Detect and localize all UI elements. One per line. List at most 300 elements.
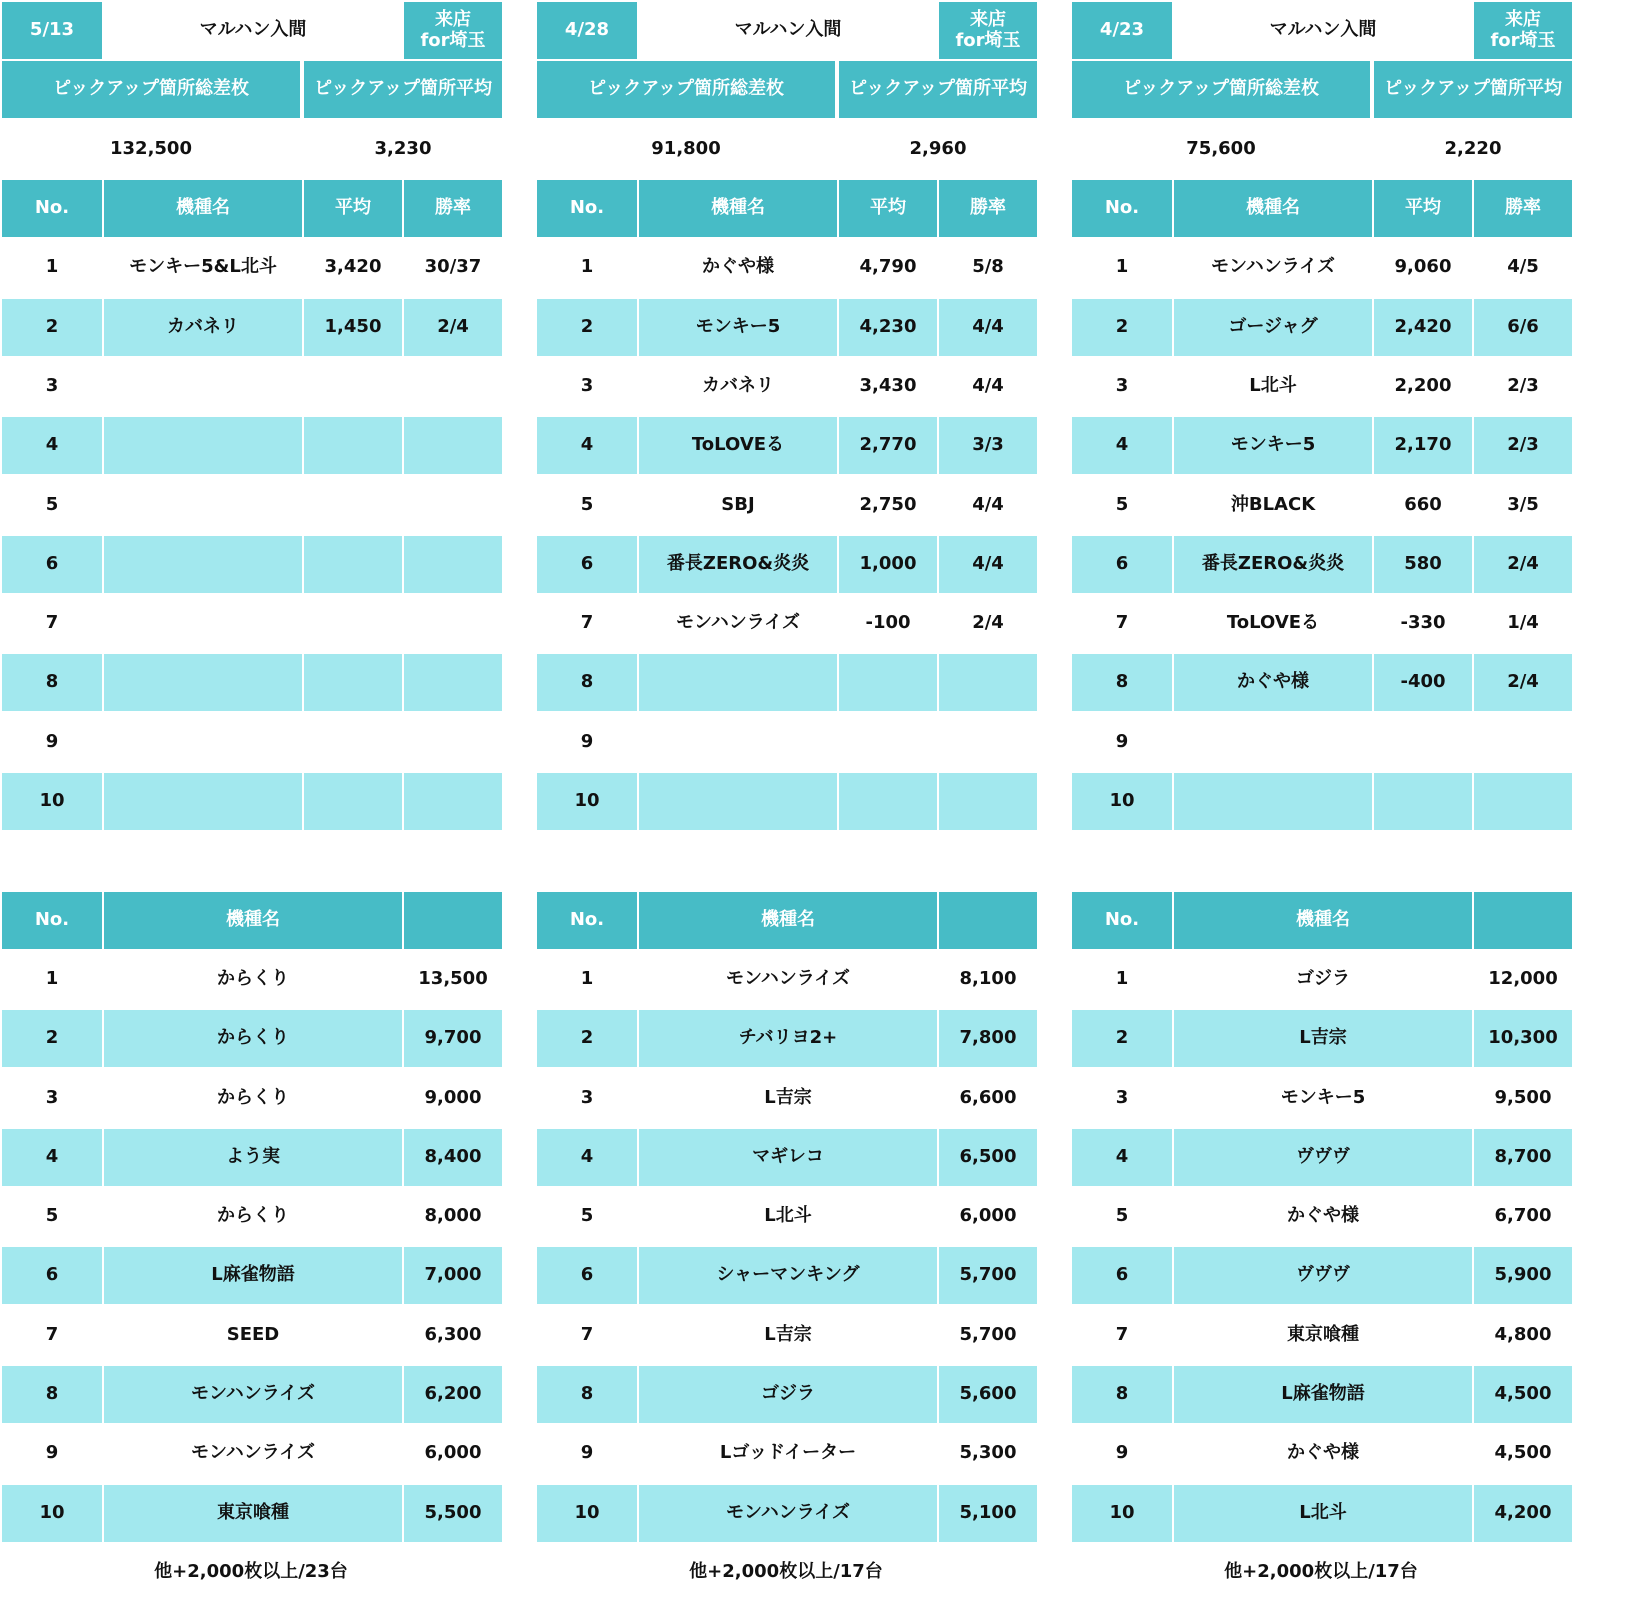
separator-cell — [1037, 358, 1070, 415]
pickup-row-no: 8 — [2, 654, 102, 711]
ranking-row-model: SEED — [104, 1307, 402, 1364]
ranking-row-value: 7,800 — [939, 1010, 1037, 1067]
store-name: マルハン入間 — [1174, 2, 1472, 59]
ranking-no-header: No. — [2, 892, 102, 949]
col-model-header: 機種名 — [104, 180, 302, 237]
pickup-row-avg — [839, 773, 937, 830]
pickup-total-value: 75,600 — [1072, 121, 1370, 178]
pickup-row-winrate — [404, 476, 502, 533]
pickup-row-model: カバネリ — [104, 299, 302, 356]
pickup-row-winrate: 2/4 — [404, 299, 502, 356]
pickup-row-no: 6 — [1072, 536, 1172, 593]
ranking-row-model: モンハンライズ — [104, 1425, 402, 1482]
separator-cell — [1037, 61, 1070, 118]
pickup-row-model: モンキー5&L北斗 — [104, 239, 302, 296]
separator-cell — [1037, 239, 1070, 296]
pickup-row-winrate — [939, 654, 1037, 711]
pickup-row-model: モンハンライズ — [1174, 239, 1372, 296]
pickup-row-no: 8 — [537, 654, 637, 711]
separator-cell — [502, 299, 535, 356]
pickup-row-model — [104, 595, 302, 652]
separator-cell — [502, 417, 535, 474]
ranking-row-no: 6 — [1072, 1247, 1172, 1304]
col-winrate-header: 勝率 — [404, 180, 502, 237]
separator-cell — [1037, 299, 1070, 356]
ranking-row-value: 8,000 — [404, 1188, 502, 1245]
separator-cell — [502, 180, 535, 237]
ranking-row-no: 4 — [537, 1129, 637, 1186]
ranking-row-model: モンハンライズ — [639, 951, 937, 1008]
pickup-row-model: モンキー5 — [1174, 417, 1372, 474]
pickup-row-avg — [304, 358, 402, 415]
pickup-total-value: 91,800 — [537, 121, 835, 178]
separator-cell — [1037, 1247, 1070, 1304]
ranking-row-model: からくり — [104, 1188, 402, 1245]
pickup-row-avg: 2,770 — [839, 417, 937, 474]
pickup-row-winrate — [404, 417, 502, 474]
pickup-row-model: ToLOVEる — [639, 417, 837, 474]
pickup-row-avg: -400 — [1374, 654, 1472, 711]
pickup-row-model: モンハンライズ — [639, 595, 837, 652]
pickup-row-no: 4 — [2, 417, 102, 474]
separator-cell — [1037, 654, 1070, 711]
ranking-row-value: 12,000 — [1474, 951, 1572, 1008]
pickup-row-winrate: 30/37 — [404, 239, 502, 296]
separator-cell — [502, 2, 535, 59]
ranking-row-model: L麻雀物語 — [1174, 1366, 1472, 1423]
separator-cell — [502, 951, 535, 1008]
separator-cell — [502, 892, 535, 949]
pickup-row-no: 2 — [1072, 299, 1172, 356]
pickup-row-avg — [1374, 773, 1472, 830]
pickup-row-avg: 9,060 — [1374, 239, 1472, 296]
pickup-total-label: ピックアップ箇所総差枚 — [1072, 61, 1370, 118]
pickup-row-avg — [839, 654, 937, 711]
pickup-row-winrate: 2/4 — [939, 595, 1037, 652]
pickup-row-avg: 4,790 — [839, 239, 937, 296]
pickup-row-winrate: 4/4 — [939, 299, 1037, 356]
ranking-row-model: かぐや様 — [1174, 1188, 1472, 1245]
separator-cell — [1037, 1010, 1070, 1067]
separator-cell — [502, 1307, 535, 1364]
separator-cell — [502, 1188, 535, 1245]
pickup-row-model — [639, 773, 837, 830]
pickup-row-winrate: 3/5 — [1474, 476, 1572, 533]
ranking-row-value: 5,700 — [939, 1247, 1037, 1304]
ranking-row-model: L吉宗 — [639, 1307, 937, 1364]
pickup-total-value: 132,500 — [2, 121, 300, 178]
col-model-header: 機種名 — [1174, 180, 1372, 237]
separator-cell — [1037, 536, 1070, 593]
ranking-row-no: 2 — [2, 1010, 102, 1067]
ranking-footer: 他+2,000枚以上/17台 — [537, 1544, 1035, 1601]
col-avg-header: 平均 — [1374, 180, 1472, 237]
separator-cell — [502, 595, 535, 652]
pickup-row-avg — [304, 595, 402, 652]
pickup-row-no: 1 — [2, 239, 102, 296]
ranking-row-value: 8,100 — [939, 951, 1037, 1008]
separator-cell — [502, 654, 535, 711]
pickup-row-winrate — [404, 595, 502, 652]
pickup-row-no: 7 — [1072, 595, 1172, 652]
pickup-row-winrate: 4/4 — [939, 536, 1037, 593]
pickup-row-winrate: 4/4 — [939, 358, 1037, 415]
pickup-row-model: 沖BLACK — [1174, 476, 1372, 533]
ranking-footer: 他+2,000枚以上/23台 — [2, 1544, 500, 1601]
separator-cell — [1037, 1544, 1070, 1601]
pickup-row-no: 9 — [1072, 714, 1172, 771]
ranking-row-model: Lゴッドイーター — [639, 1425, 937, 1482]
ranking-row-model: L北斗 — [639, 1188, 937, 1245]
separator-cell — [502, 1129, 535, 1186]
pickup-row-winrate — [1474, 773, 1572, 830]
spacer-cell — [404, 832, 502, 889]
separator-cell — [1037, 892, 1070, 949]
pickup-row-no: 8 — [1072, 654, 1172, 711]
spacer-cell — [1474, 832, 1572, 889]
pickup-average-value: 2,220 — [1374, 121, 1572, 178]
store-name: マルハン入間 — [104, 2, 402, 59]
separator-cell — [1037, 832, 1070, 889]
ranking-row-value: 6,700 — [1474, 1188, 1572, 1245]
separator-cell — [1037, 1188, 1070, 1245]
pickup-row-model: かぐや様 — [639, 239, 837, 296]
pickup-row-winrate: 4/4 — [939, 476, 1037, 533]
ranking-row-no: 3 — [1072, 1069, 1172, 1126]
pickup-row-no: 10 — [1072, 773, 1172, 830]
ranking-no-header: No. — [1072, 892, 1172, 949]
pickup-row-avg — [304, 417, 402, 474]
ranking-row-value: 10,300 — [1474, 1010, 1572, 1067]
pickup-row-winrate: 6/6 — [1474, 299, 1572, 356]
pickup-row-avg — [304, 773, 402, 830]
pickup-row-model: ゴージャグ — [1174, 299, 1372, 356]
pickup-row-model: モンキー5 — [639, 299, 837, 356]
pickup-row-winrate — [404, 654, 502, 711]
pickup-row-avg: 2,420 — [1374, 299, 1472, 356]
separator-cell — [1037, 773, 1070, 830]
separator-cell — [502, 1069, 535, 1126]
ranking-row-no: 4 — [1072, 1129, 1172, 1186]
ranking-row-model: ゴジラ — [639, 1366, 937, 1423]
ranking-row-value: 6,600 — [939, 1069, 1037, 1126]
ranking-row-value: 8,700 — [1474, 1129, 1572, 1186]
ranking-model-header: 機種名 — [1174, 892, 1472, 949]
pickup-row-model — [639, 654, 837, 711]
ranking-row-value: 6,000 — [939, 1188, 1037, 1245]
separator-cell — [1037, 2, 1070, 59]
pickup-row-model: 番長ZERO&炎炎 — [1174, 536, 1372, 593]
separator-cell — [1037, 714, 1070, 771]
ranking-row-value: 6,300 — [404, 1307, 502, 1364]
col-winrate-header: 勝率 — [1474, 180, 1572, 237]
ranking-row-value: 9,700 — [404, 1010, 502, 1067]
pickup-row-no: 9 — [537, 714, 637, 771]
ranking-row-no: 8 — [537, 1366, 637, 1423]
col-winrate-header: 勝率 — [939, 180, 1037, 237]
separator-cell — [502, 61, 535, 118]
separator-cell — [502, 832, 535, 889]
pickup-row-model — [104, 714, 302, 771]
ranking-row-value: 6,500 — [939, 1129, 1037, 1186]
pickup-row-avg: 2,200 — [1374, 358, 1472, 415]
pickup-row-no: 10 — [537, 773, 637, 830]
separator-cell — [1037, 1307, 1070, 1364]
pickup-row-model — [104, 476, 302, 533]
col-no-header: No. — [1072, 180, 1172, 237]
pickup-average-label: ピックアップ箇所平均 — [304, 61, 502, 118]
pickup-row-model: ToLOVEる — [1174, 595, 1372, 652]
ranking-row-model: からくり — [104, 951, 402, 1008]
ranking-row-no: 7 — [1072, 1307, 1172, 1364]
pickup-row-no: 2 — [537, 299, 637, 356]
pickup-row-avg: 580 — [1374, 536, 1472, 593]
pickup-row-no: 7 — [537, 595, 637, 652]
ranking-row-model: よう実 — [104, 1129, 402, 1186]
col-no-header: No. — [537, 180, 637, 237]
pickup-row-winrate — [404, 536, 502, 593]
pickup-row-no: 3 — [2, 358, 102, 415]
ranking-row-no: 9 — [1072, 1425, 1172, 1482]
separator-cell — [502, 714, 535, 771]
pickup-row-no: 1 — [537, 239, 637, 296]
ranking-row-no: 9 — [2, 1425, 102, 1482]
ranking-row-model: チバリヨ2+ — [639, 1010, 937, 1067]
pickup-row-winrate — [404, 773, 502, 830]
separator-cell — [1037, 1485, 1070, 1542]
ranking-row-model: マギレコ — [639, 1129, 937, 1186]
pickup-row-model — [104, 536, 302, 593]
pickup-row-model — [104, 654, 302, 711]
pickup-row-winrate: 1/4 — [1474, 595, 1572, 652]
ranking-row-model: モンハンライズ — [639, 1485, 937, 1542]
ranking-row-no: 5 — [1072, 1188, 1172, 1245]
pickup-row-avg — [304, 654, 402, 711]
spacer-cell — [939, 832, 1037, 889]
pickup-row-no: 10 — [2, 773, 102, 830]
ranking-row-no: 7 — [2, 1307, 102, 1364]
ranking-row-no: 4 — [2, 1129, 102, 1186]
pickup-row-model — [1174, 773, 1372, 830]
pickup-row-winrate — [404, 714, 502, 771]
separator-cell — [1037, 476, 1070, 533]
ranking-row-model: ヴヴヴ — [1174, 1129, 1472, 1186]
ranking-row-no: 6 — [537, 1247, 637, 1304]
ranking-row-no: 5 — [537, 1188, 637, 1245]
ranking-row-model: L吉宗 — [1174, 1010, 1472, 1067]
ranking-row-value: 9,500 — [1474, 1069, 1572, 1126]
pickup-row-avg: 3,430 — [839, 358, 937, 415]
pickup-row-avg: 1,000 — [839, 536, 937, 593]
ranking-row-model: L麻雀物語 — [104, 1247, 402, 1304]
pickup-row-avg — [304, 476, 402, 533]
pickup-row-model: L北斗 — [1174, 358, 1372, 415]
pickup-row-avg — [1374, 714, 1472, 771]
separator-cell — [1037, 121, 1070, 178]
pickup-row-avg: 1,450 — [304, 299, 402, 356]
separator-cell — [1037, 1069, 1070, 1126]
pickup-row-winrate: 3/3 — [939, 417, 1037, 474]
ranking-model-header: 機種名 — [639, 892, 937, 949]
pickup-row-model — [104, 417, 302, 474]
ranking-row-model: 東京喰種 — [104, 1485, 402, 1542]
ranking-row-value: 4,200 — [1474, 1485, 1572, 1542]
pickup-row-winrate — [939, 714, 1037, 771]
visit-label: 来店 for埼玉 — [1474, 2, 1572, 59]
separator-cell — [502, 476, 535, 533]
pickup-total-label: ピックアップ箇所総差枚 — [2, 61, 300, 118]
ranking-row-no: 2 — [537, 1010, 637, 1067]
pickup-row-winrate — [404, 358, 502, 415]
pickup-row-avg: 660 — [1374, 476, 1472, 533]
pickup-row-model: カバネリ — [639, 358, 837, 415]
pickup-row-model: かぐや様 — [1174, 654, 1372, 711]
ranking-row-no: 10 — [537, 1485, 637, 1542]
ranking-row-model: L北斗 — [1174, 1485, 1472, 1542]
visit-label: 来店 for埼玉 — [939, 2, 1037, 59]
pickup-row-winrate: 4/5 — [1474, 239, 1572, 296]
pickup-row-no: 5 — [1072, 476, 1172, 533]
ranking-row-no: 9 — [537, 1425, 637, 1482]
ranking-row-value: 7,000 — [404, 1247, 502, 1304]
pickup-row-avg — [304, 714, 402, 771]
pickup-row-model — [1174, 714, 1372, 771]
report-date: 4/28 — [537, 2, 637, 59]
spacer-cell — [1072, 832, 1172, 889]
pickup-row-winrate: 5/8 — [939, 239, 1037, 296]
ranking-row-value: 5,500 — [404, 1485, 502, 1542]
store-name: マルハン入間 — [639, 2, 937, 59]
pickup-row-winrate: 2/4 — [1474, 536, 1572, 593]
separator-cell — [502, 358, 535, 415]
pickup-row-model — [639, 714, 837, 771]
ranking-value-header — [939, 892, 1037, 949]
separator-cell — [1037, 417, 1070, 474]
ranking-row-model: 東京喰種 — [1174, 1307, 1472, 1364]
report-date: 4/23 — [1072, 2, 1172, 59]
ranking-row-no: 5 — [2, 1188, 102, 1245]
pickup-row-no: 7 — [2, 595, 102, 652]
separator-cell — [1037, 1129, 1070, 1186]
report-date: 5/13 — [2, 2, 102, 59]
col-avg-header: 平均 — [839, 180, 937, 237]
ranking-row-model: モンハンライズ — [104, 1366, 402, 1423]
separator-cell — [1037, 1366, 1070, 1423]
ranking-model-header: 機種名 — [104, 892, 402, 949]
ranking-row-value: 4,500 — [1474, 1425, 1572, 1482]
pickup-row-avg: 4,230 — [839, 299, 937, 356]
pickup-average-label: ピックアップ箇所平均 — [839, 61, 1037, 118]
pickup-row-avg — [304, 536, 402, 593]
pickup-row-no: 4 — [1072, 417, 1172, 474]
pickup-row-no: 1 — [1072, 239, 1172, 296]
separator-cell — [502, 1544, 535, 1601]
ranking-row-value: 5,700 — [939, 1307, 1037, 1364]
ranking-row-no: 7 — [537, 1307, 637, 1364]
ranking-row-value: 5,300 — [939, 1425, 1037, 1482]
ranking-row-no: 1 — [537, 951, 637, 1008]
pickup-row-winrate — [939, 773, 1037, 830]
col-no-header: No. — [2, 180, 102, 237]
ranking-footer: 他+2,000枚以上/17台 — [1072, 1544, 1570, 1601]
visit-label: 来店 for埼玉 — [404, 2, 502, 59]
pickup-row-no: 6 — [537, 536, 637, 593]
ranking-row-no: 1 — [2, 951, 102, 1008]
pickup-average-value: 2,960 — [839, 121, 1037, 178]
ranking-row-no: 10 — [1072, 1485, 1172, 1542]
col-model-header: 機種名 — [639, 180, 837, 237]
separator-cell — [502, 1366, 535, 1423]
pickup-row-no: 5 — [2, 476, 102, 533]
ranking-row-value: 13,500 — [404, 951, 502, 1008]
ranking-row-value: 6,000 — [404, 1425, 502, 1482]
separator-cell — [502, 1010, 535, 1067]
separator-cell — [502, 1425, 535, 1482]
separator-cell — [1037, 951, 1070, 1008]
pickup-row-model: 番長ZERO&炎炎 — [639, 536, 837, 593]
ranking-row-model: からくり — [104, 1010, 402, 1067]
pickup-row-winrate: 2/4 — [1474, 654, 1572, 711]
ranking-row-no: 8 — [2, 1366, 102, 1423]
separator-cell — [502, 1247, 535, 1304]
pickup-row-no: 3 — [1072, 358, 1172, 415]
ranking-row-value: 4,500 — [1474, 1366, 1572, 1423]
ranking-value-header — [1474, 892, 1572, 949]
separator-cell — [1037, 595, 1070, 652]
separator-cell — [502, 773, 535, 830]
separator-cell — [502, 1485, 535, 1542]
ranking-row-model: モンキー5 — [1174, 1069, 1472, 1126]
pickup-row-no: 4 — [537, 417, 637, 474]
separator-cell — [1037, 1425, 1070, 1482]
ranking-row-model: からくり — [104, 1069, 402, 1126]
pickup-row-winrate — [1474, 714, 1572, 771]
separator-cell — [502, 239, 535, 296]
ranking-row-value: 5,900 — [1474, 1247, 1572, 1304]
ranking-row-value: 6,200 — [404, 1366, 502, 1423]
pickup-row-no: 2 — [2, 299, 102, 356]
ranking-row-value: 5,100 — [939, 1485, 1037, 1542]
pickup-average-label: ピックアップ箇所平均 — [1374, 61, 1572, 118]
pickup-total-label: ピックアップ箇所総差枚 — [537, 61, 835, 118]
col-avg-header: 平均 — [304, 180, 402, 237]
pickup-row-avg: 3,420 — [304, 239, 402, 296]
ranking-row-model: ゴジラ — [1174, 951, 1472, 1008]
ranking-row-model: かぐや様 — [1174, 1425, 1472, 1482]
separator-cell — [502, 536, 535, 593]
ranking-row-no: 8 — [1072, 1366, 1172, 1423]
separator-cell — [1037, 180, 1070, 237]
ranking-row-no: 3 — [2, 1069, 102, 1126]
spacer-cell — [1174, 832, 1472, 889]
ranking-row-value: 8,400 — [404, 1129, 502, 1186]
pickup-row-no: 3 — [537, 358, 637, 415]
ranking-row-value: 4,800 — [1474, 1307, 1572, 1364]
ranking-row-no: 2 — [1072, 1010, 1172, 1067]
pickup-row-winrate: 2/3 — [1474, 358, 1572, 415]
ranking-row-value: 9,000 — [404, 1069, 502, 1126]
ranking-row-no: 10 — [2, 1485, 102, 1542]
ranking-row-model: L吉宗 — [639, 1069, 937, 1126]
pickup-row-avg: 2,170 — [1374, 417, 1472, 474]
ranking-row-value: 5,600 — [939, 1366, 1037, 1423]
pickup-row-no: 5 — [537, 476, 637, 533]
spacer-cell — [537, 832, 637, 889]
pickup-row-model — [104, 773, 302, 830]
ranking-row-no: 6 — [2, 1247, 102, 1304]
ranking-row-model: シャーマンキング — [639, 1247, 937, 1304]
spacer-cell — [2, 832, 102, 889]
